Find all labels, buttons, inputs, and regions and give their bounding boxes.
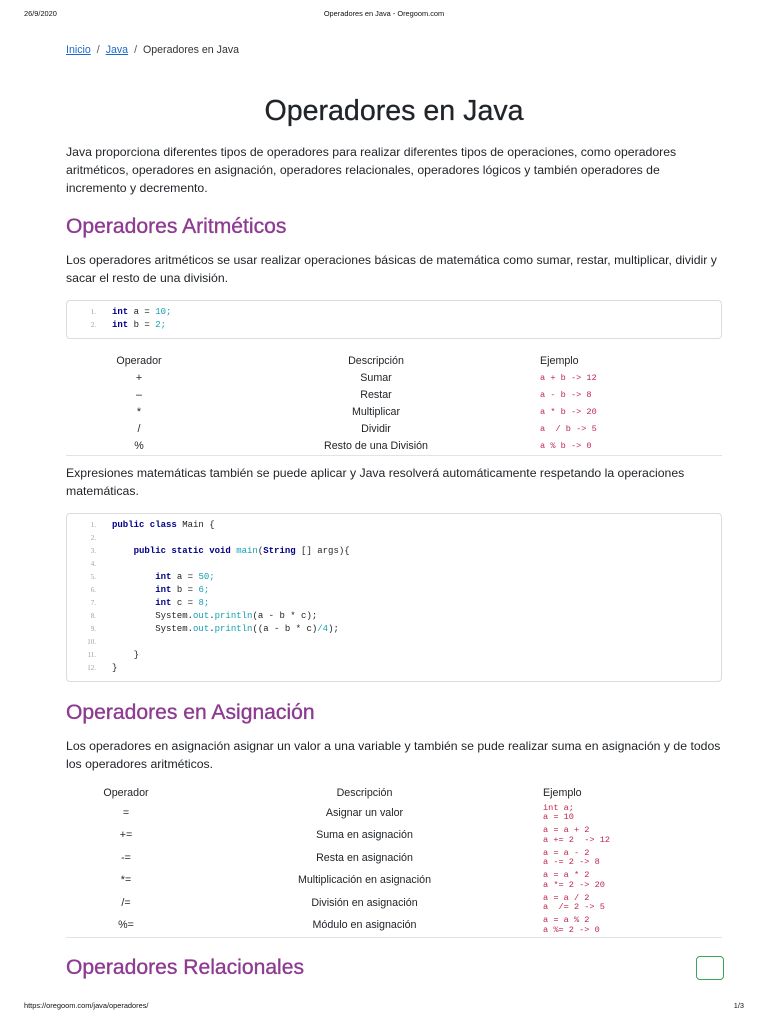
line-number: 8. bbox=[90, 612, 96, 620]
description-cell: Sumar bbox=[360, 372, 392, 384]
code-token bbox=[112, 585, 155, 595]
arithmetic-operators-table bbox=[66, 353, 722, 456]
example-line: a * b -> 20 bbox=[540, 406, 597, 417]
code-token: 8; bbox=[198, 598, 210, 608]
example-line: a *= 2 -> 20 bbox=[543, 879, 605, 890]
code-token: 10; bbox=[155, 307, 172, 317]
code-token: println bbox=[214, 611, 253, 621]
example-line: a + b -> 12 bbox=[540, 372, 597, 383]
table-row bbox=[66, 370, 722, 387]
code-token: b = bbox=[171, 585, 199, 595]
example-line: a %= 2 -> 0 bbox=[543, 924, 600, 935]
code-token: 6; bbox=[198, 585, 210, 595]
code-line bbox=[67, 558, 721, 571]
code-line bbox=[67, 623, 721, 636]
operator-cell: %= bbox=[118, 919, 134, 932]
operator-cell: = bbox=[122, 806, 130, 819]
example-cell bbox=[540, 374, 722, 383]
example-cell bbox=[543, 916, 722, 935]
example-line: a = a + 2 bbox=[543, 825, 590, 836]
section-heading-arithmetic: Operadores Aritméticos bbox=[66, 215, 287, 238]
column-header: Operador bbox=[103, 786, 149, 799]
expressions-note: Expresiones matemáticas también se puede aplicar y Java resolverá automáticamente respetando la operaciones matemáticas. bbox=[66, 466, 685, 498]
column-header: Ejemplo bbox=[543, 786, 582, 799]
page-title: Operadores en Java bbox=[264, 95, 524, 127]
description-cell: Asignar un valor bbox=[325, 806, 404, 819]
table-row bbox=[66, 438, 722, 455]
example-line: a /= 2 -> 5 bbox=[543, 902, 605, 913]
example-line: a = a - 2 bbox=[543, 847, 590, 858]
code-token: . bbox=[209, 624, 215, 634]
line-number: 2. bbox=[90, 534, 96, 542]
code-token bbox=[112, 546, 134, 556]
example-cell bbox=[543, 849, 722, 868]
code-token: 50; bbox=[198, 572, 215, 582]
code-text bbox=[112, 519, 215, 532]
line-number: 4. bbox=[90, 560, 96, 568]
code-token: println bbox=[214, 624, 253, 634]
line-number: 1. bbox=[90, 308, 96, 316]
assignment-description: Los operadores en asignación asignar un valor a una variable y también se pude realizar suma en asignación y de todos los operadores aritméticos. bbox=[66, 739, 721, 771]
code-token: b = bbox=[128, 320, 156, 330]
intro-paragraph: Java proporciona diferentes tipos de operadores para realizar diferentes tipos de operaciones, como operadores aritméticos, operadores en asignación, operadores relacionales, operadores lógicos y también operadores de incremento y decremento. bbox=[66, 145, 677, 195]
example-line: a = a / 2 bbox=[543, 892, 590, 903]
table-row bbox=[66, 802, 722, 825]
example-cell bbox=[540, 391, 722, 400]
table-row bbox=[66, 870, 722, 893]
code-text bbox=[112, 571, 215, 584]
breadcrumb-separator: / bbox=[96, 44, 100, 56]
code-line bbox=[67, 519, 721, 532]
example-cell bbox=[540, 425, 722, 434]
description-cell: Resta en asignación bbox=[316, 851, 413, 864]
code-line bbox=[67, 545, 721, 558]
example-line: a = a * 2 bbox=[543, 870, 590, 881]
floating-action-button[interactable] bbox=[696, 956, 724, 980]
code-token: (a - b * c); bbox=[252, 611, 318, 621]
code-block-main-example bbox=[66, 513, 722, 682]
code-text bbox=[112, 584, 209, 597]
code-token: ((a - b * c) bbox=[252, 624, 318, 634]
operator-cell: % bbox=[134, 440, 144, 452]
example-line: a -= 2 -> 8 bbox=[543, 857, 600, 868]
code-token: c = bbox=[171, 598, 199, 608]
operator-cell: + bbox=[135, 372, 143, 384]
code-token bbox=[112, 572, 155, 582]
section-heading-assignment: Operadores en Asignación bbox=[66, 701, 315, 724]
column-header: Operador bbox=[116, 355, 162, 367]
example-line: int a; bbox=[543, 802, 574, 813]
operator-cell: /= bbox=[121, 896, 131, 909]
code-token: [] args){ bbox=[295, 546, 350, 556]
code-token: . bbox=[209, 611, 215, 621]
code-text bbox=[112, 545, 350, 558]
code-line bbox=[67, 532, 721, 545]
line-number: 3. bbox=[90, 547, 96, 555]
table-header-row bbox=[66, 353, 722, 370]
table-row bbox=[66, 892, 722, 915]
operator-cell: -= bbox=[121, 851, 131, 864]
description-cell: Resto de una División bbox=[324, 440, 428, 452]
example-cell bbox=[543, 894, 722, 913]
code-token: out bbox=[193, 624, 210, 634]
description-cell: Suma en asignación bbox=[316, 829, 413, 842]
code-line bbox=[67, 597, 721, 610]
code-token: public class bbox=[112, 520, 177, 530]
code-token: a = bbox=[171, 572, 199, 582]
code-line bbox=[67, 636, 721, 649]
line-number: 5. bbox=[90, 573, 96, 581]
table-row bbox=[66, 847, 722, 870]
code-line bbox=[67, 571, 721, 584]
code-token: int bbox=[155, 572, 172, 582]
code-block-variables bbox=[66, 300, 722, 339]
operator-cell: – bbox=[136, 389, 142, 401]
breadcrumb-current: Operadores en Java bbox=[143, 44, 240, 56]
assignment-operators-table bbox=[66, 784, 722, 938]
column-header: Descripción bbox=[348, 355, 404, 367]
code-token: Main { bbox=[176, 520, 215, 530]
code-token: out bbox=[193, 611, 210, 621]
code-token bbox=[112, 598, 155, 608]
example-line: a % b -> 0 bbox=[540, 440, 592, 451]
code-token: main bbox=[236, 546, 258, 556]
line-number: 10. bbox=[87, 638, 96, 646]
table-header-row bbox=[66, 784, 722, 802]
description-cell: Multiplicar bbox=[351, 406, 401, 418]
code-token: ); bbox=[328, 624, 339, 634]
line-number: 7. bbox=[90, 599, 96, 607]
breadcrumb bbox=[66, 43, 239, 57]
print-document-title: Operadores en Java - Oregoom.com bbox=[323, 9, 445, 18]
example-cell bbox=[540, 442, 722, 451]
print-date: 26/9/2020 bbox=[24, 9, 57, 18]
column-header: Descripción bbox=[336, 786, 393, 799]
description-cell: Dividir bbox=[361, 423, 391, 435]
code-token: public static void bbox=[133, 546, 231, 556]
description-cell: Multiplicación en asignación bbox=[297, 874, 432, 887]
table-row bbox=[66, 421, 722, 438]
code-token: } bbox=[112, 663, 118, 673]
code-text bbox=[112, 623, 339, 636]
code-text bbox=[112, 649, 139, 662]
code-line bbox=[67, 306, 721, 319]
line-number: 2. bbox=[90, 321, 96, 329]
operator-cell: += bbox=[119, 829, 133, 842]
line-number: 9. bbox=[90, 625, 96, 633]
line-number: 12. bbox=[87, 664, 96, 672]
code-token: 2; bbox=[155, 320, 167, 330]
code-line bbox=[67, 649, 721, 662]
table-row bbox=[66, 387, 722, 404]
code-text bbox=[112, 597, 209, 610]
code-token: System. bbox=[112, 611, 194, 621]
code-line bbox=[67, 584, 721, 597]
code-token: a = bbox=[128, 307, 156, 317]
code-token: int bbox=[112, 307, 129, 317]
section-heading-relational: Operadores Relacionales bbox=[66, 956, 305, 979]
code-token: /4 bbox=[317, 624, 329, 634]
code-token: System. bbox=[112, 624, 194, 634]
code-text bbox=[112, 610, 317, 623]
code-text bbox=[112, 306, 171, 319]
line-number: 1. bbox=[90, 521, 96, 529]
code-line bbox=[67, 319, 721, 332]
example-line: a = 10 bbox=[543, 812, 574, 823]
breadcrumb-link-inicio[interactable]: Inicio bbox=[66, 44, 91, 56]
example-cell bbox=[543, 826, 722, 845]
code-text bbox=[112, 662, 117, 675]
breadcrumb-separator: / bbox=[134, 44, 138, 56]
description-cell: Módulo en asignación bbox=[312, 919, 417, 932]
example-line: a / b -> 5 bbox=[540, 423, 597, 434]
breadcrumb-link-java[interactable]: Java bbox=[105, 44, 129, 56]
example-cell bbox=[543, 871, 722, 890]
example-line: a += 2 -> 12 bbox=[543, 834, 611, 845]
code-token: } bbox=[112, 650, 140, 660]
code-token: ( bbox=[257, 546, 264, 556]
example-line: a - b -> 8 bbox=[540, 389, 592, 400]
line-number: 11. bbox=[87, 651, 96, 659]
column-header: Ejemplo bbox=[540, 355, 579, 367]
table-row bbox=[66, 404, 722, 421]
example-line: a = a % 2 bbox=[543, 915, 590, 926]
description-cell: División en asignación bbox=[311, 896, 418, 909]
code-token: int bbox=[155, 598, 172, 608]
example-cell bbox=[543, 804, 722, 823]
code-text bbox=[112, 319, 166, 332]
code-line bbox=[67, 610, 721, 623]
example-cell bbox=[540, 408, 722, 417]
print-url: https://oregoom.com/java/operadores/ bbox=[24, 1001, 149, 1010]
code-token: int bbox=[112, 320, 129, 330]
line-number: 6. bbox=[90, 586, 96, 594]
table-row bbox=[66, 825, 722, 848]
operator-cell: *= bbox=[120, 874, 132, 887]
operator-cell: / bbox=[137, 423, 141, 435]
operator-cell: * bbox=[136, 406, 142, 418]
table-row bbox=[66, 915, 722, 938]
arithmetic-description: Los operadores aritméticos se usar realizar operaciones básicas de matemática como sumar, restar, multiplicar, dividir y sacar el resto de una división. bbox=[66, 253, 717, 285]
code-token: String bbox=[263, 546, 296, 556]
print-page-number: 1/3 bbox=[733, 1001, 744, 1010]
code-line bbox=[67, 662, 721, 675]
code-token: int bbox=[155, 585, 172, 595]
description-cell: Restar bbox=[360, 389, 392, 401]
